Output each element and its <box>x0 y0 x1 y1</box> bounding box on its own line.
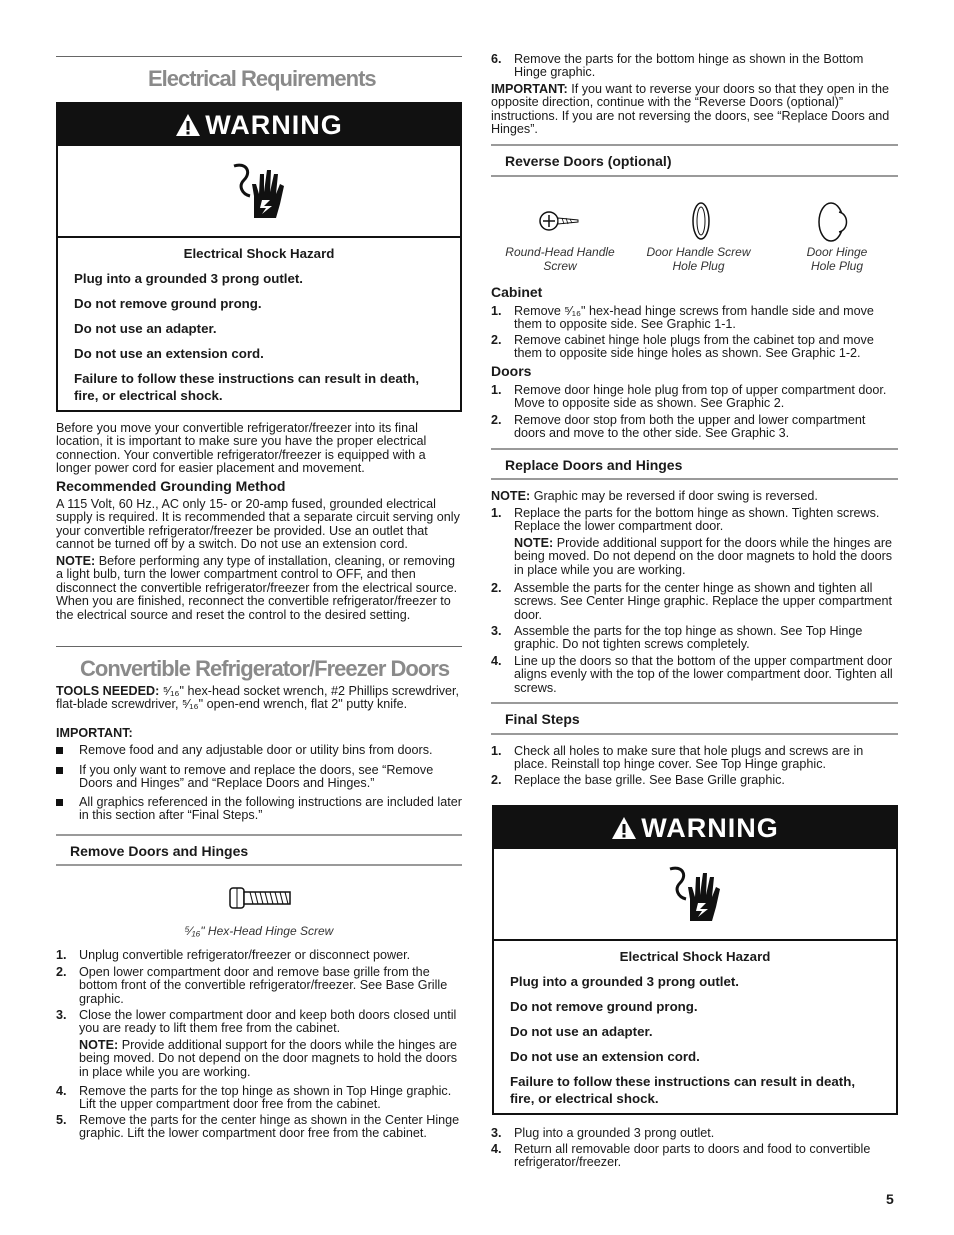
list-item: 2. Remove door stop from both the upper and lower compartment doors and move to the other side. See Graphic 3. <box>491 413 866 441</box>
subhead-rule <box>56 864 462 866</box>
page-number: 5 <box>886 1191 894 1207</box>
note-label: NOTE: <box>56 554 96 568</box>
subhead-rule <box>491 175 898 177</box>
warning-title: Electrical Shock Hazard <box>619 949 771 964</box>
grounding-heading: Recommended Grounding Method <box>56 478 286 494</box>
section-title-electrical: Electrical Requirements <box>148 66 376 91</box>
important-paragraph: IMPORTANT: If you want to reverse your doors so that they open in the opposite direction, continue with the “Reverse Doors (optional)” instructions. If you are not reversing the doors, see “Replace Doors and Hinges”. <box>491 82 890 137</box>
part-caption: Door Hinge Hole Plug <box>806 245 868 273</box>
list-item: If you only want to remove and replace the doors, see “Remove Doors and Hinges” and “Replace Doors and Hinges.” <box>56 764 462 791</box>
warning-line: Failure to follow these instructions can result in death, fire, or electrical shock. <box>510 1074 856 1106</box>
list-item: 4. Line up the doors so that the bottom of the upper compartment door aligns evenly with the top of the lower compartment door. Tighten all screws. <box>491 654 893 695</box>
electrical-shock-hand-icon <box>660 859 730 929</box>
shock-hazard-icon-area <box>494 849 896 941</box>
warning-label: WARNING <box>205 109 343 140</box>
screw-caption: ⁵⁄₁₆" Hex-Head Hinge Screw <box>184 924 334 938</box>
subhead-rule <box>491 702 898 704</box>
list-item: 3. Plug into a grounded 3 prong outlet. <box>491 1126 715 1140</box>
warning-line: Plug into a grounded 3 prong outlet. <box>510 974 739 989</box>
warning-box <box>56 102 462 412</box>
list-item: 4. Remove the parts for the top hinge as shown in Top Hinge graphic. Lift the upper compartment door free from the cabinet. <box>56 1084 452 1112</box>
part-caption: Door Handle Screw Hole Plug <box>646 245 751 273</box>
warning-label: WARNING <box>641 812 779 843</box>
hex-head-hinge-screw-icon <box>228 884 292 912</box>
list-item: All graphics referenced in the following instructions are included later in this section after “Final Steps.” <box>56 796 462 823</box>
tools-text: ⁵⁄₁₆" hex-head socket wrench, #2 Phillips screwdriver, flat-blade screwdriver, ⁵⁄₁₆" open-end wrench, flat 2" putty knife. <box>56 684 460 712</box>
list-item: 2. Open lower compartment door and remove base grille from the bottom front of the convertible refrigerator/freezer. See Base Grille graphic. <box>56 965 448 1006</box>
tools-label: TOOLS NEEDED: <box>56 684 160 698</box>
subhead-rule <box>491 144 898 146</box>
warning-text <box>494 948 896 1107</box>
subhead-rule <box>56 834 462 836</box>
reverse-doors-heading: Reverse Doors (optional) <box>505 153 672 169</box>
list-item: 3. Close the lower compartment door and keep both doors closed until you are ready to lift them free from the cabinet. NOTE: Provide additional support for the doors while the hinges are being moved. Do not depend on the door magnets to hold the doors in place while you are working. <box>56 1009 462 1079</box>
part-caption: Round-Head Handle Screw <box>505 245 615 273</box>
grounding-paragraph: A 115 Volt, 60 Hz., AC only 15- or 20-amp fused, grounded electrical supply is required. It is recommended that a separate circuit serving only your convertible refrigerator/freezer be provided. Use an outlet that cannot be turned off by a switch. Do not use an extension cord. <box>56 497 460 552</box>
warning-box <box>492 805 898 1115</box>
right-column <box>491 0 898 1235</box>
cabinet-heading: Cabinet <box>491 284 543 300</box>
warning-line: Do not remove ground prong. <box>510 999 698 1014</box>
electrical-shock-hand-icon <box>224 156 294 226</box>
list-item: 1. Replace the parts for the bottom hinge as shown. Tighten screws. Replace the lower compartment door. NOTE: Provide additional support for the doors while the hinges are being moved. Do not depend on the door magnets to hold the doors in place while you are working. <box>491 507 898 577</box>
warning-line: Do not use an adapter. <box>510 1024 653 1039</box>
doors-heading: Doors <box>491 363 532 379</box>
warning-line: Failure to follow these instructions can result in death, fire, or electrical shock. <box>74 371 420 403</box>
warning-triangle-icon <box>175 113 201 137</box>
intro-paragraph: Before you move your convertible refrigerator/freezer into its final location, it is important to make sure you have the proper electrical connection. Your convertible refrigerator/freezer is equipped with a longer power cord for easier placement and movement. <box>56 421 427 476</box>
shock-hazard-icon-area <box>58 146 460 238</box>
warning-line: Plug into a grounded 3 prong outlet. <box>74 271 303 286</box>
section-rule <box>56 646 462 647</box>
replace-note: NOTE: Graphic may be reversed if door swing is reversed. <box>491 489 818 503</box>
warning-title: Electrical Shock Hazard <box>183 246 335 261</box>
list-item: 1. Remove door hinge hole plug from top of upper compartment door. Move to opposite side as shown. See Graphic 2. <box>491 383 887 411</box>
warning-triangle-icon <box>611 816 637 840</box>
door-hinge-plug-icon <box>817 200 851 244</box>
warning-header <box>494 807 896 849</box>
list-item: 2. Assemble the parts for the center hinge as shown and tighten all screws. See Center Hinge graphic. Replace the upper compartment door. <box>491 581 893 622</box>
list-item: 3. Assemble the parts for the top hinge as shown. See Top Hinge graphic. Do not tighten screws completely. <box>491 624 863 652</box>
step-note: NOTE: Provide additional support for the doors while the hinges are being moved. Do not depend on the door magnets to hold the doors in place while you are working. <box>514 535 893 577</box>
subhead-rule <box>491 733 898 735</box>
list-item: 1. Remove ⁵⁄₁₆" hex-head hinge screws from handle side and move them to opposite side. See Graphic 1-1. <box>491 304 874 332</box>
left-column <box>56 0 462 1235</box>
tools-paragraph <box>56 685 462 712</box>
warning-text <box>58 245 460 404</box>
list-item: 2. Remove cabinet hinge hole plugs from the cabinet top and move them to opposite side hinge holes as shown. See Graphic 1-2. <box>491 333 874 361</box>
list-item: 2. Replace the base grille. See Base Grille graphic. <box>491 773 785 787</box>
warning-header <box>58 104 460 146</box>
replace-doors-heading: Replace Doors and Hinges <box>505 457 683 473</box>
final-steps-heading: Final Steps <box>505 711 580 727</box>
list-item: Remove food and any adjustable door or utility bins from doors. <box>56 744 462 757</box>
subhead-rule <box>491 478 898 480</box>
round-head-screw-icon <box>538 208 580 234</box>
top-rule <box>56 56 462 57</box>
step-note: NOTE: Provide additional support for the doors while the hinges are being moved. Do not depend on the door magnets to hold the doors in place while you are working. <box>79 1037 458 1079</box>
warning-line: Do not use an extension cord. <box>510 1049 700 1064</box>
warning-line: Do not use an extension cord. <box>74 346 264 361</box>
list-item: 5. Remove the parts for the center hinge as shown in the Center Hinge graphic. Lift the lower compartment door free from the cabinet. <box>56 1113 460 1141</box>
warning-line: Do not use an adapter. <box>74 321 217 336</box>
door-handle-plug-icon <box>689 200 713 242</box>
list-item: 1. Unplug convertible refrigerator/freezer or disconnect power. <box>56 948 411 962</box>
remove-doors-heading: Remove Doors and Hinges <box>70 843 249 859</box>
warning-line: Do not remove ground prong. <box>74 296 262 311</box>
subhead-rule <box>491 448 898 450</box>
section-title-doors: Convertible Refrigerator/Freezer Doors <box>80 656 450 681</box>
important-label: IMPORTANT: <box>56 726 133 740</box>
note-text: Before performing any type of installation, cleaning, or removing a light bulb, turn the lower compartment control to OFF, and then disconnect the convertible refrigerator/freezer from the electrical source. When you are finished, reconnect the convertible refrigerator/freezer to the electrical source and reset the control to the desired setting. <box>56 554 458 622</box>
list-item: 6. Remove the parts for the bottom hinge as shown in the Bottom Hinge graphic. <box>491 52 864 80</box>
note-paragraph <box>56 555 462 622</box>
list-item: 4. Return all removable door parts to doors and food to convertible refrigerator/freezer. <box>491 1142 871 1170</box>
list-item: 1. Check all holes to make sure that hole plugs and screws are in place. Reinstall top hinge cover. See Top Hinge graphic. <box>491 744 864 772</box>
